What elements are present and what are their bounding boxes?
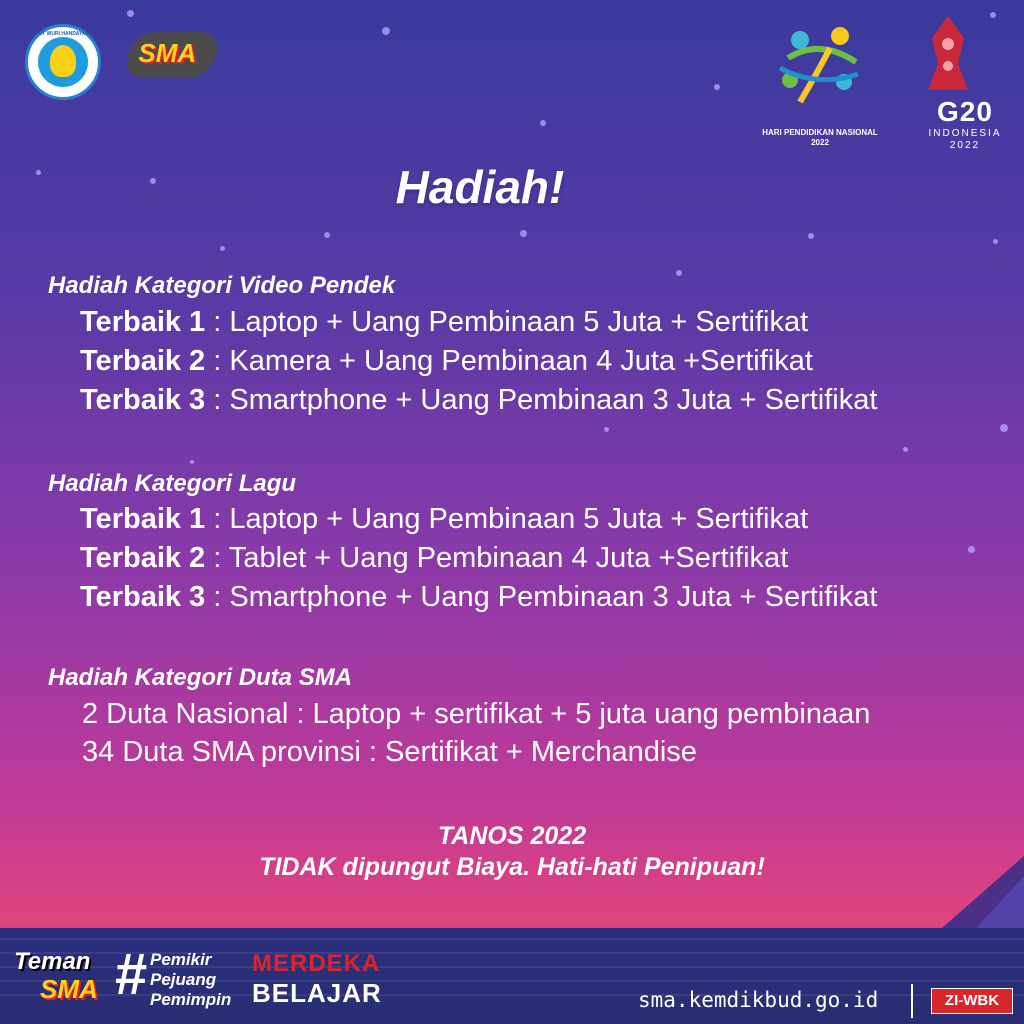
duta-line: 2 Duta Nasional : Laptop + sertifikat + 5 juta uang pembinaan (82, 698, 871, 730)
duta-line: 34 Duta SMA provinsi : Sertifikat + Merchandise (82, 736, 697, 768)
star-decoration (968, 546, 975, 553)
g20-title: G20 (937, 96, 993, 127)
prize-detail: : Kamera + Uang Pembinaan 4 Juta +Sertifikat (205, 345, 813, 377)
section-title-duta: Hadiah Kategori Duta SMA (48, 664, 353, 691)
g20-logo (920, 96, 1010, 152)
teman-sma-text: SMA (40, 974, 98, 1004)
notice-title: TANOS 2022 (437, 822, 587, 850)
star-decoration (190, 460, 194, 464)
prize-line (80, 503, 808, 536)
g20-country: INDONESIA (928, 128, 1002, 139)
hardiknas-caption (740, 128, 900, 148)
prize-line (80, 306, 808, 339)
hardiknas-year: 2022 (811, 138, 829, 147)
star-decoration (808, 233, 814, 239)
star-decoration (1000, 424, 1008, 432)
section-title-lagu: Hadiah Kategori Lagu (48, 470, 297, 497)
star-decoration (990, 12, 996, 18)
prize-detail: : Smartphone + Uang Pembinaan 3 Juta + Sertifikat (205, 384, 878, 416)
hashtag-word: Pejuang (150, 970, 217, 989)
prize-line (80, 542, 788, 575)
hardiknas-title: HARI PENDIDIKAN NASIONAL (762, 128, 878, 137)
tut-wuri-handayani-logo (25, 24, 101, 100)
prize-rank: Terbaik 3 (80, 384, 206, 416)
notice-warning: TIDAK dipungut Biaya. Hati-hati Penipuan! (259, 853, 765, 881)
hashtag-word: Pemimpin (150, 990, 232, 1009)
sma-badge-text: SMA (138, 38, 197, 68)
star-decoration (540, 120, 546, 126)
prize-detail: : Laptop + Uang Pembinaan 5 Juta + Sertifikat (205, 306, 809, 338)
prize-detail: : Tablet + Uang Pembinaan 4 Juta +Sertifikat (205, 542, 789, 574)
zi-wbk-badge: ZI-WBK (931, 988, 1013, 1014)
g20-year: 2022 (949, 140, 981, 151)
star-decoration (903, 447, 908, 452)
star-decoration (604, 427, 609, 432)
prize-detail: : Laptop + Uang Pembinaan 5 Juta + Sertifikat (205, 503, 809, 535)
star-decoration (676, 270, 682, 276)
star-decoration (324, 232, 330, 238)
prize-rank: Terbaik 1 (80, 503, 206, 535)
hashtag-icon: # (115, 942, 148, 1007)
prize-rank: Terbaik 2 (80, 542, 206, 574)
star-decoration (382, 27, 390, 35)
belajar-text: BELAJAR (252, 978, 382, 1008)
star-decoration (714, 84, 720, 90)
prize-rank: Terbaik 2 (80, 345, 206, 377)
prize-line (80, 384, 877, 417)
star-decoration (220, 246, 225, 251)
prize-line (80, 345, 813, 378)
prize-rank: Terbaik 1 (80, 306, 206, 338)
page-title: Hadiah! (395, 161, 565, 213)
prize-rank: Terbaik 3 (80, 581, 206, 613)
prize-detail: : Smartphone + Uang Pembinaan 3 Juta + Sertifikat (205, 581, 878, 613)
hashtag-words (150, 950, 231, 1010)
tut-wuri-text: TUT WURI HANDAYANI (35, 31, 91, 37)
footer-separator (911, 984, 913, 1018)
hashtag-word: Pemikir (150, 950, 212, 969)
hardiknas-logo (770, 18, 866, 114)
star-decoration (993, 239, 998, 244)
merdeka-text: MERDEKA (252, 950, 381, 977)
teman-logo-text: Teman (14, 948, 91, 975)
section-title-video: Hadiah Kategori Video Pendek (48, 272, 396, 299)
prize-line (80, 581, 877, 614)
star-decoration (520, 230, 527, 237)
website-url: sma.kemdikbud.go.id (638, 988, 879, 1012)
g20-emblem-icon (924, 14, 972, 94)
star-decoration (127, 10, 134, 17)
sma-badge-logo (122, 32, 222, 78)
